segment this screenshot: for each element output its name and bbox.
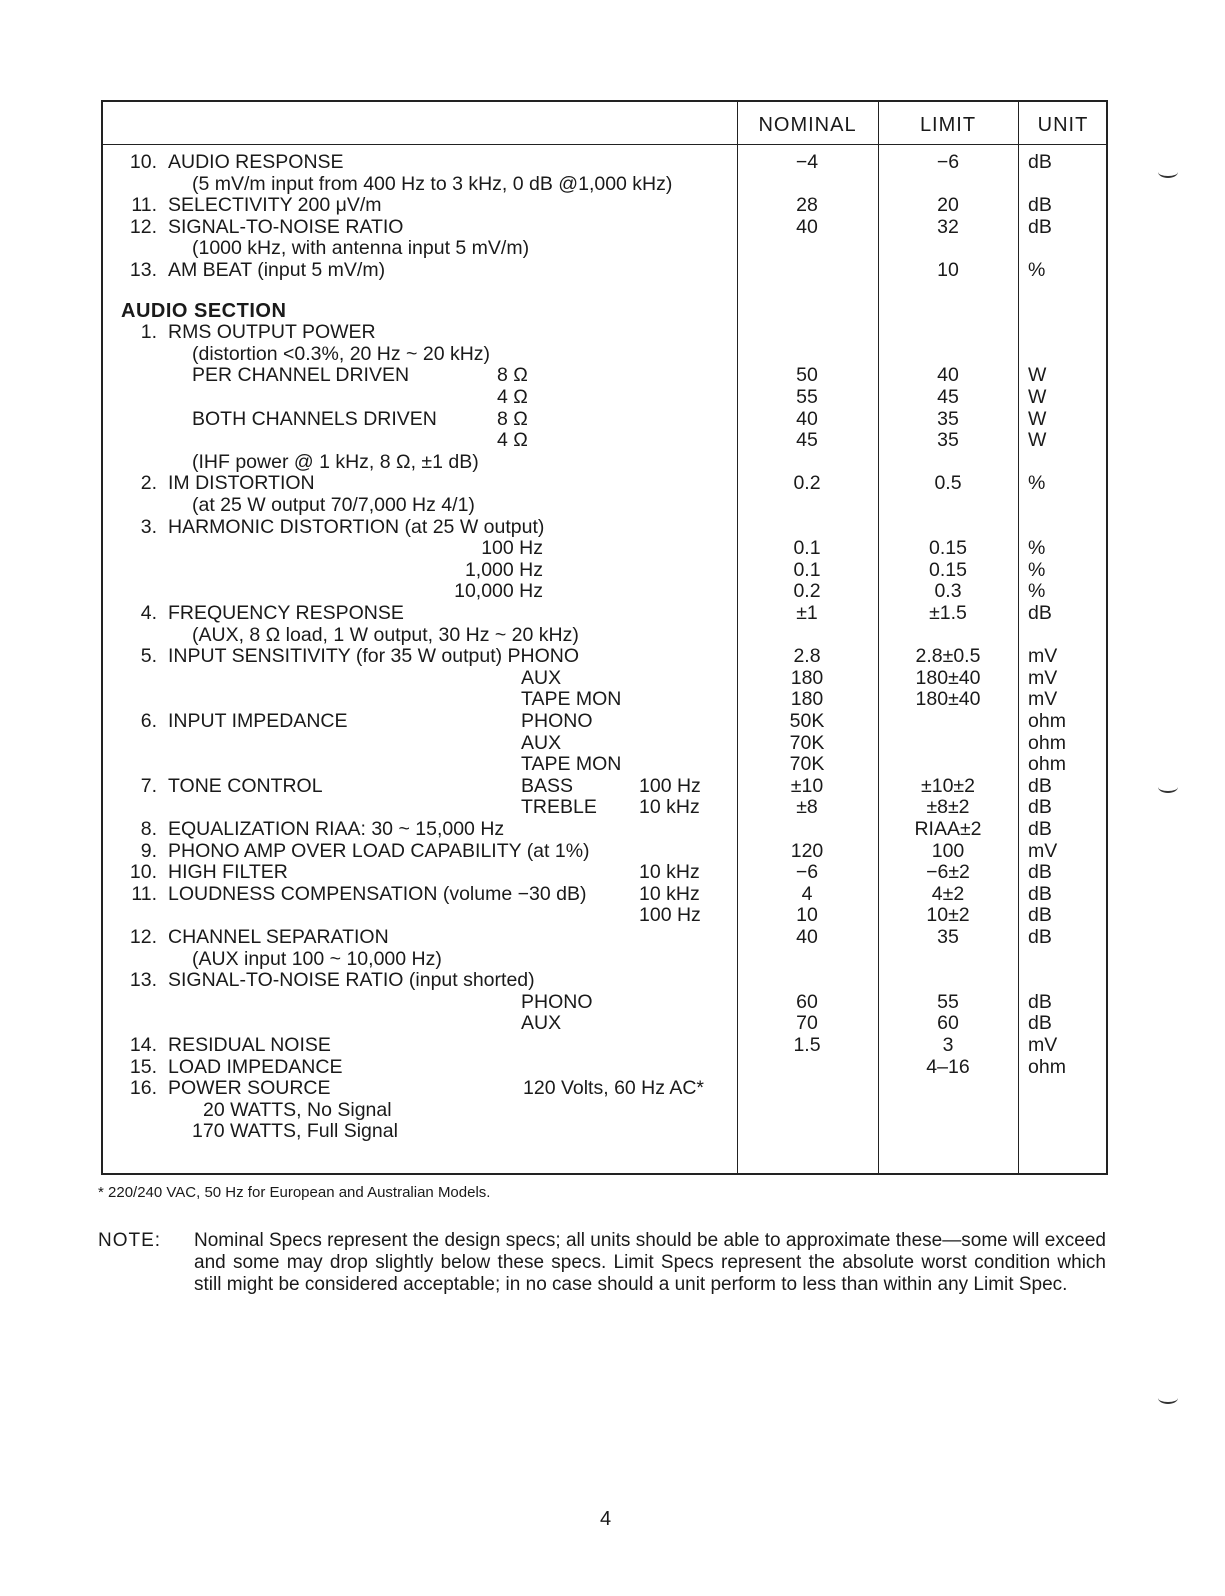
- item-number: 3.: [140, 515, 157, 538]
- unit-value: dB: [1028, 215, 1052, 238]
- spec-row: [103, 386, 1106, 408]
- item-description: HIGH FILTER: [168, 861, 288, 884]
- limit-value: 180±40: [915, 688, 981, 711]
- item-description: INPUT IMPEDANCE: [168, 710, 348, 732]
- nominal-value: 180: [790, 666, 824, 689]
- limit-value: 32: [937, 215, 959, 238]
- item-number: 1.: [140, 321, 157, 344]
- spec-row: [103, 602, 1106, 624]
- unit-value: W: [1028, 364, 1047, 387]
- frequency-value: 10,000 Hz: [454, 580, 543, 603]
- header-nominal: NOMINAL: [758, 114, 857, 136]
- spec-row: [103, 408, 1106, 430]
- item-description: SELECTIVITY 200 μV/m: [168, 194, 382, 217]
- unit-value: dB: [1028, 882, 1052, 905]
- item-number: 11.: [131, 882, 157, 905]
- item-number: 12.: [129, 215, 157, 238]
- frequency-value: 10 kHz: [639, 796, 700, 819]
- item-description: RMS OUTPUT POWER: [168, 321, 376, 344]
- item-description: RESIDUAL NOISE: [168, 1034, 331, 1056]
- unit-value: mV: [1028, 1034, 1058, 1056]
- item-subtext: (distortion <0.3%, 20 Hz ~ 20 kHz): [192, 342, 491, 365]
- spec-row: [103, 710, 1106, 732]
- spec-row: [103, 173, 1106, 195]
- item-number: 8.: [140, 818, 157, 840]
- header-divider: [103, 144, 1106, 145]
- item-description: PHONO AMP OVER LOAD CAPABILITY (at 1%): [168, 839, 590, 862]
- item-number: 9.: [140, 839, 157, 862]
- limit-value: 20: [937, 194, 959, 217]
- section-heading: AUDIO SECTION: [121, 299, 287, 322]
- item-number: 12.: [129, 926, 157, 948]
- frequency-value: 100 Hz: [481, 537, 543, 560]
- page-number: 4: [600, 1508, 612, 1530]
- unit-value: ohm: [1028, 731, 1066, 754]
- spec-row: [103, 1099, 1106, 1121]
- limit-value: 10±2: [926, 904, 970, 927]
- spec-row: [103, 494, 1106, 516]
- item-description: AM BEAT (input 5 mV/m): [168, 259, 386, 281]
- nominal-value: 55: [796, 386, 818, 408]
- unit-value: dB: [1028, 602, 1052, 624]
- spec-row: [103, 883, 1106, 905]
- nominal-value: 70K: [789, 753, 825, 776]
- nominal-value: ±8: [796, 796, 818, 819]
- item-subtext: (AUX input 100 ~ 10,000 Hz): [192, 947, 442, 970]
- limit-value: 0.15: [929, 558, 967, 581]
- spec-row: [103, 151, 1106, 173]
- item-description: SIGNAL-TO-NOISE RATIO (input shorted): [168, 969, 535, 992]
- limit-value: ±8±2: [926, 796, 970, 819]
- item-subtext: (5 mV/m input from 400 Hz to 3 kHz, 0 dB @1,000 kHz): [192, 172, 673, 195]
- item-description: CHANNEL SEPARATION: [168, 926, 389, 948]
- header-unit: UNIT: [1037, 114, 1089, 136]
- item-number: 10.: [129, 151, 157, 173]
- unit-value: ohm: [1028, 1055, 1066, 1078]
- input-source: TAPE MON: [521, 753, 622, 776]
- item-description: HARMONIC DISTORTION (at 25 W output): [168, 515, 545, 538]
- spec-row: [103, 667, 1106, 689]
- item-number: 2.: [140, 472, 157, 495]
- spec-row: [103, 321, 1106, 343]
- punch-hole-mark: [1158, 166, 1178, 178]
- item-subtext: (at 25 W output 70/7,000 Hz 4/1): [192, 494, 475, 516]
- nominal-value: 0.1: [793, 537, 821, 560]
- load-value: 4 Ω: [497, 429, 528, 452]
- item-number: 10.: [129, 861, 157, 884]
- spec-row: [103, 796, 1106, 818]
- limit-value: 40: [937, 364, 959, 387]
- input-source: AUX: [521, 731, 562, 754]
- item-number: 7.: [140, 774, 157, 797]
- limit-value: 35: [937, 429, 959, 452]
- spec-row: [103, 237, 1106, 259]
- spec-row: [103, 1034, 1106, 1056]
- unit-value: mV: [1028, 688, 1058, 711]
- limit-value: 3: [942, 1034, 954, 1056]
- unit-value: ohm: [1028, 753, 1066, 776]
- spec-row: [103, 818, 1106, 840]
- nominal-value: 120: [790, 839, 824, 862]
- item-number: 4.: [140, 602, 157, 624]
- spec-row: [103, 580, 1106, 602]
- item-number: 14.: [129, 1034, 157, 1056]
- item-description: TONE CONTROL: [168, 774, 323, 797]
- item-number: 15.: [129, 1055, 157, 1078]
- item-description: LOUDNESS COMPENSATION (volume −30 dB): [168, 882, 587, 905]
- limit-value: −6±2: [926, 861, 970, 884]
- load-value: 8 Ω: [497, 364, 528, 387]
- unit-value: dB: [1028, 904, 1052, 927]
- limit-value: 4–16: [926, 1055, 970, 1078]
- nominal-value: 40: [796, 926, 818, 948]
- spec-row: [103, 1077, 1106, 1099]
- unit-value: dB: [1028, 774, 1052, 797]
- item-number: 13.: [129, 969, 157, 992]
- limit-value: 45: [937, 386, 959, 408]
- spec-row: [103, 1120, 1106, 1142]
- nominal-value: 40: [796, 407, 818, 430]
- item-subtext: PER CHANNEL DRIVEN: [192, 364, 410, 387]
- limit-value: ±10±2: [921, 774, 975, 797]
- nominal-value: ±1: [796, 602, 818, 624]
- item-subtext: 20 WATTS, No Signal: [203, 1098, 392, 1121]
- nominal-value: 0.1: [793, 558, 821, 581]
- note-label: NOTE:: [98, 1230, 162, 1251]
- input-source: PHONO: [521, 710, 593, 732]
- spec-row: [103, 1012, 1106, 1034]
- nominal-value: 50K: [789, 710, 825, 732]
- spec-row: [103, 926, 1106, 948]
- spec-row: [103, 775, 1106, 797]
- item-subtext: (1000 kHz, with antenna input 5 mV/m): [192, 237, 530, 260]
- input-source: AUX: [521, 1012, 562, 1035]
- item-number: 13.: [129, 259, 157, 281]
- unit-value: mV: [1028, 645, 1058, 668]
- spec-row: [103, 753, 1106, 775]
- limit-value: 180±40: [915, 666, 981, 689]
- limit-value: 35: [937, 926, 959, 948]
- spec-row: [103, 948, 1106, 970]
- punch-hole-mark: [1158, 1392, 1178, 1404]
- limit-value: 2.8±0.5: [915, 645, 981, 668]
- limit-value: 10: [937, 259, 959, 281]
- unit-value: dB: [1028, 818, 1052, 840]
- nominal-value: −4: [795, 151, 819, 173]
- spec-row: [103, 645, 1106, 667]
- nominal-value: 60: [796, 990, 818, 1013]
- nominal-value: 0.2: [793, 580, 821, 603]
- item-number: 5.: [140, 645, 157, 668]
- limit-value: 100: [931, 839, 965, 862]
- limit-value: −6: [936, 151, 960, 173]
- unit-value: %: [1028, 259, 1046, 281]
- item-description: FREQUENCY RESPONSE: [168, 602, 404, 624]
- limit-value: 60: [937, 1012, 959, 1035]
- unit-value: W: [1028, 386, 1047, 408]
- power-rating: 120 Volts, 60 Hz AC*: [523, 1077, 705, 1100]
- nominal-value: 50: [796, 364, 818, 387]
- frequency-value: 100 Hz: [639, 774, 701, 797]
- input-source: AUX: [521, 666, 562, 689]
- item-description: LOAD IMPEDANCE: [168, 1055, 343, 1078]
- nominal-value: 70K: [789, 731, 825, 754]
- nominal-value: 45: [796, 429, 818, 452]
- limit-value: 4±2: [931, 882, 965, 905]
- item-number: 11.: [131, 194, 157, 217]
- input-source: TREBLE: [521, 796, 597, 819]
- nominal-value: 4: [801, 882, 813, 905]
- unit-value: %: [1028, 472, 1046, 495]
- nominal-value: 10: [796, 904, 818, 927]
- limit-value: 55: [937, 990, 959, 1013]
- spec-row: [103, 559, 1106, 581]
- unit-value: dB: [1028, 796, 1052, 819]
- spec-row: [103, 364, 1106, 386]
- spec-row: [103, 429, 1106, 451]
- unit-value: ohm: [1028, 710, 1066, 732]
- item-description: SIGNAL-TO-NOISE RATIO: [168, 215, 404, 238]
- load-value: 4 Ω: [497, 386, 528, 408]
- nominal-value: 0.2: [793, 472, 821, 495]
- unit-value: dB: [1028, 861, 1052, 884]
- unit-value: mV: [1028, 839, 1058, 862]
- spec-row: [103, 732, 1106, 754]
- frequency-value: 100 Hz: [639, 904, 701, 927]
- item-description: POWER SOURCE: [168, 1077, 331, 1100]
- limit-value: ±1.5: [929, 602, 967, 624]
- load-value: 8 Ω: [497, 407, 528, 430]
- spec-row: [103, 537, 1106, 559]
- unit-value: %: [1028, 537, 1046, 560]
- unit-value: dB: [1028, 194, 1052, 217]
- spec-row: [103, 624, 1106, 646]
- section-heading-row: [103, 300, 1106, 322]
- spec-row: [103, 216, 1106, 238]
- nominal-value: 70: [796, 1012, 818, 1035]
- item-subtext: BOTH CHANNELS DRIVEN: [192, 407, 437, 430]
- unit-value: W: [1028, 407, 1047, 430]
- nominal-value: ±10: [790, 774, 824, 797]
- unit-value: W: [1028, 429, 1047, 452]
- item-subtext: (AUX, 8 Ω load, 1 W output, 30 Hz ~ 20 kHz): [192, 623, 579, 646]
- frequency-value: 1,000 Hz: [464, 558, 543, 581]
- item-description: EQUALIZATION RIAA: 30 ~ 15,000 Hz: [168, 818, 505, 840]
- unit-value: mV: [1028, 666, 1058, 689]
- spec-row: [103, 688, 1106, 710]
- item-number: 16.: [129, 1077, 157, 1100]
- unit-value: %: [1028, 580, 1046, 603]
- item-subtext: (IHF power @ 1 kHz, 8 Ω, ±1 dB): [192, 450, 479, 473]
- spec-row: [103, 904, 1106, 926]
- input-source: TAPE MON: [521, 688, 622, 711]
- item-description: AUDIO RESPONSE: [168, 151, 344, 173]
- unit-value: dB: [1028, 990, 1052, 1013]
- limit-value: RIAA±2: [914, 818, 982, 840]
- spec-row: [103, 1056, 1106, 1078]
- spec-row: [103, 194, 1106, 216]
- unit-value: %: [1028, 558, 1046, 581]
- frequency-value: 10 kHz: [639, 861, 700, 884]
- input-source: BASS: [521, 774, 574, 797]
- unit-value: dB: [1028, 151, 1052, 173]
- item-description: IM DISTORTION: [168, 472, 315, 495]
- spec-row: [103, 343, 1106, 365]
- nominal-value: 40: [796, 215, 818, 238]
- spec-row: [103, 451, 1106, 473]
- header-limit: LIMIT: [919, 114, 977, 136]
- nominal-value: 28: [796, 194, 818, 217]
- punch-hole-mark: [1158, 781, 1178, 793]
- spec-row: [103, 991, 1106, 1013]
- limit-value: 35: [937, 407, 959, 430]
- nominal-value: 180: [790, 688, 824, 711]
- spec-row: [103, 516, 1106, 538]
- spec-row: [103, 472, 1106, 494]
- spec-row: [103, 969, 1106, 991]
- spec-row: [103, 259, 1106, 281]
- input-source: PHONO: [521, 990, 593, 1013]
- nominal-value: 1.5: [793, 1034, 821, 1056]
- limit-value: 0.3: [934, 580, 962, 603]
- footnote: * 220/240 VAC, 50 Hz for European and Australian Models.: [98, 1184, 491, 1201]
- item-description: INPUT SENSITIVITY (for 35 W output) PHONO: [168, 645, 580, 668]
- limit-value: 0.5: [934, 472, 962, 495]
- nominal-value: −6: [795, 861, 819, 884]
- limit-value: 0.15: [929, 537, 967, 560]
- item-subtext: 170 WATTS, Full Signal: [192, 1120, 398, 1143]
- note-text: Nominal Specs represent the design specs; all units should be able to approximate these—some will exceed and some may drop slightly below these specs. Limit Specs represent the absolute worst condition which still might be considered acceptable; in no case should a unit perform to less than within any Limit Spec.: [194, 1230, 1106, 1295]
- spec-row: [103, 840, 1106, 862]
- unit-value: dB: [1028, 926, 1052, 948]
- unit-value: dB: [1028, 1012, 1052, 1035]
- nominal-value: 2.8: [793, 645, 821, 668]
- spec-row: [103, 861, 1106, 883]
- spec-table: [101, 100, 1108, 1175]
- frequency-value: 10 kHz: [639, 882, 700, 905]
- item-number: 6.: [140, 710, 157, 732]
